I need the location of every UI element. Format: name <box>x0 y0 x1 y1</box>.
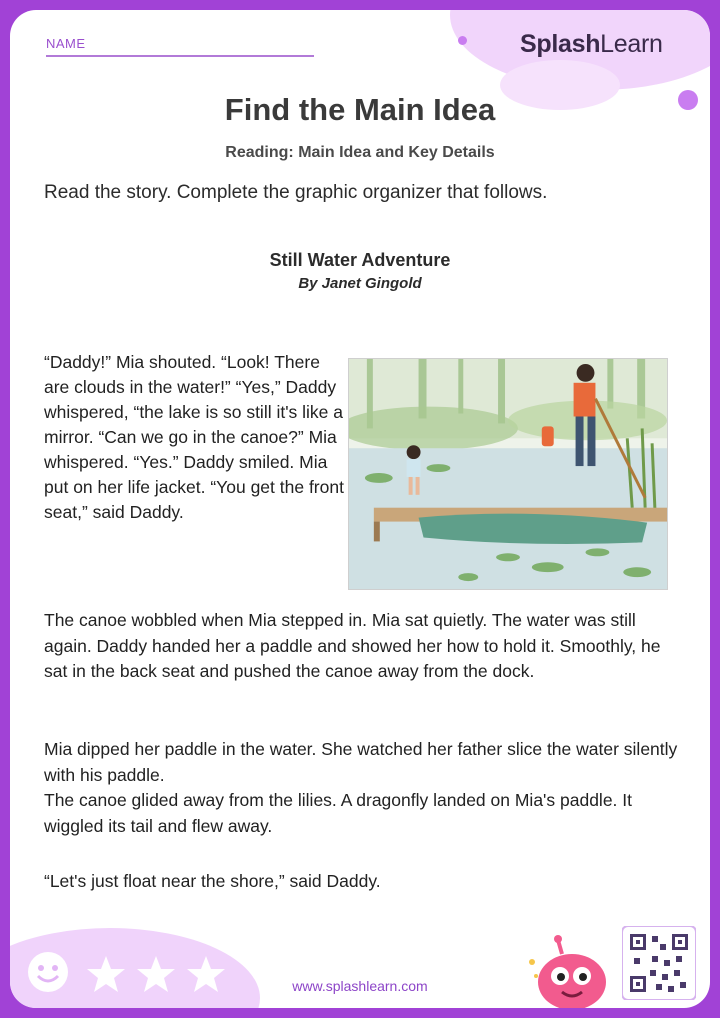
page-title: Find the Main Idea <box>224 92 496 127</box>
splashlearn-logo <box>520 30 663 59</box>
mascot-icon <box>522 932 614 1008</box>
page-subtitle: Reading: Main Idea and Key Details <box>225 144 495 161</box>
story-paragraph: “Daddy!” Mia shouted. “Look! There are clouds in the water!” “Yes,” Daddy whispered, “the lake is so still it's like a mirror. “Can we go in the canoe?” Mia whispered. “Yes.” Daddy smiled. Mia put on her life jacket. “You get the front seat,” said Daddy. <box>44 352 344 522</box>
logo-light: Learn <box>600 30 663 58</box>
story-title: Still Water Adventure <box>269 250 451 270</box>
story-paragraph: “Let's just float near the shore,” said Daddy. <box>44 871 381 891</box>
worksheet <box>10 10 710 1008</box>
story-author: By Janet Gingold <box>298 275 422 292</box>
instructions: Read the story. Complete the graphic organizer that follows. <box>44 182 548 203</box>
qr-code-icon[interactable] <box>622 926 696 1000</box>
canoe-illustration <box>348 358 668 590</box>
name-line[interactable] <box>46 55 314 57</box>
story-paragraph: The canoe wobbled when Mia stepped in. Mia sat quietly. The water was still again. Daddy handed her a paddle and showed her how to hold it. Smoothly, he sat in the back seat and pushed the canoe away from the dock. <box>44 610 661 681</box>
name-label: NAME <box>46 36 86 51</box>
decorative-dot <box>458 36 467 45</box>
story-paragraph: Mia dipped her paddle in the water. She watched her father slice the water silently with his paddle. The canoe glided away from the lilies. A dragonfly landed on Mia's paddle. It wiggled its tail and flew away. <box>44 739 678 836</box>
logo-bold: Splash <box>520 30 601 58</box>
footer-url[interactable]: www.splashlearn.com <box>292 978 428 994</box>
